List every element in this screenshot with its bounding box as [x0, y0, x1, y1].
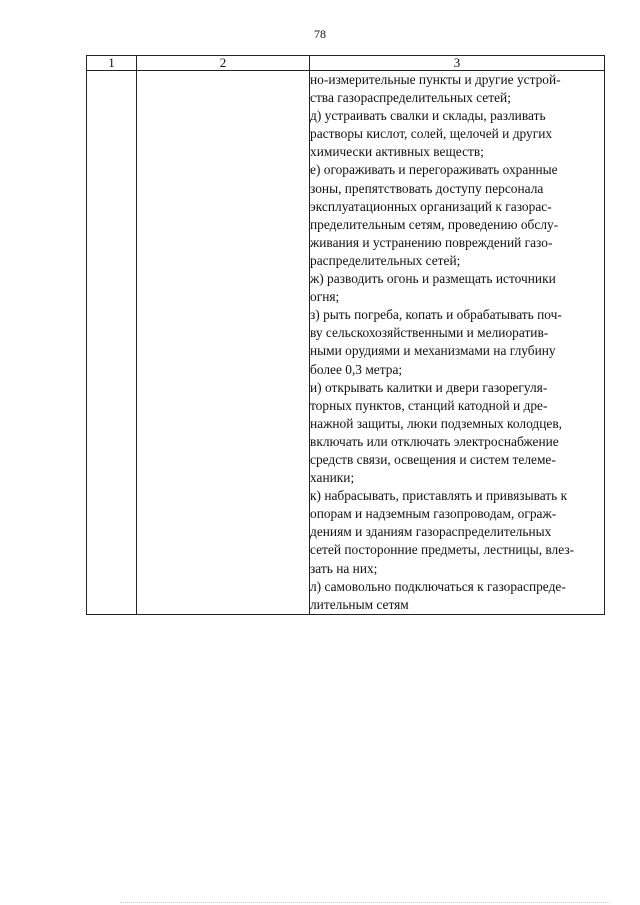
- text-line: распределительных сетей;: [310, 252, 461, 268]
- text-line: д) устраивать свалки и склады, разливать: [310, 108, 546, 124]
- text-line: ства газораспределительных сетей;: [310, 90, 511, 106]
- text-line: з) рыть погреба, копать и обрабатывать поч-: [310, 307, 562, 323]
- document-table: [86, 55, 605, 615]
- table-row: [87, 71, 605, 615]
- text-line: эксплуатационных организаций к газорас-: [310, 198, 552, 214]
- text-line: огня;: [310, 289, 340, 305]
- text-line: лительным сетям: [310, 596, 409, 612]
- text-line: включать или отключать электроснабжение: [310, 433, 559, 449]
- text-line: зоны, препятствовать доступу персонала: [310, 180, 544, 196]
- text-line: живания и устранению повреждений газо-: [310, 234, 553, 250]
- text-line: зать на них;: [310, 560, 378, 576]
- text-line: средств связи, освещения и систем телеме-: [310, 451, 556, 467]
- text-line: ными орудиями и механизмами на глубину: [310, 343, 556, 359]
- text-line: более 0,3 метра;: [310, 361, 403, 377]
- cell-column-3: [310, 71, 605, 615]
- text-line: дениям и зданиям газораспределительных: [310, 524, 552, 540]
- column-header-1: 1: [87, 56, 137, 71]
- column-header-3: 3: [310, 56, 605, 71]
- table-header-row: [87, 56, 605, 71]
- scan-artifact-line: [120, 900, 610, 903]
- text-line: к) набрасывать, приставлять и привязывать к: [310, 488, 568, 504]
- text-line: ву сельскохозяйственными и мелиоратив-: [310, 325, 549, 341]
- text-line: растворы кислот, солей, щелочей и других: [310, 126, 553, 142]
- cell-column-2: [137, 71, 310, 615]
- text-line: опорам и надземным газопроводам, ограж-: [310, 506, 557, 522]
- text-line: пределительным сетям, проведению обслу-: [310, 216, 559, 232]
- page-number: 78: [314, 27, 326, 41]
- text-line: химически активных веществ;: [310, 144, 484, 160]
- text-line: нажной защиты, люки подземных колодцев,: [310, 415, 562, 431]
- text-line: сетей посторонние предметы, лестницы, влез-: [310, 542, 575, 558]
- text-line: но-измерительные пункты и другие устрой-: [310, 72, 561, 87]
- text-line: е) огораживать и перегораживать охранные: [310, 162, 558, 178]
- text-line: торных пунктов, станций катодной и дре-: [310, 397, 548, 413]
- column-header-2: 2: [137, 56, 310, 71]
- text-line: ханики;: [310, 470, 355, 486]
- cell-column-1: [87, 71, 137, 615]
- text-line: и) открывать калитки и двери газорегуля-: [310, 379, 548, 395]
- text-line: л) самовольно подключаться к газораспреде-: [310, 578, 566, 594]
- text-line: ж) разводить огонь и размещать источники: [310, 271, 556, 287]
